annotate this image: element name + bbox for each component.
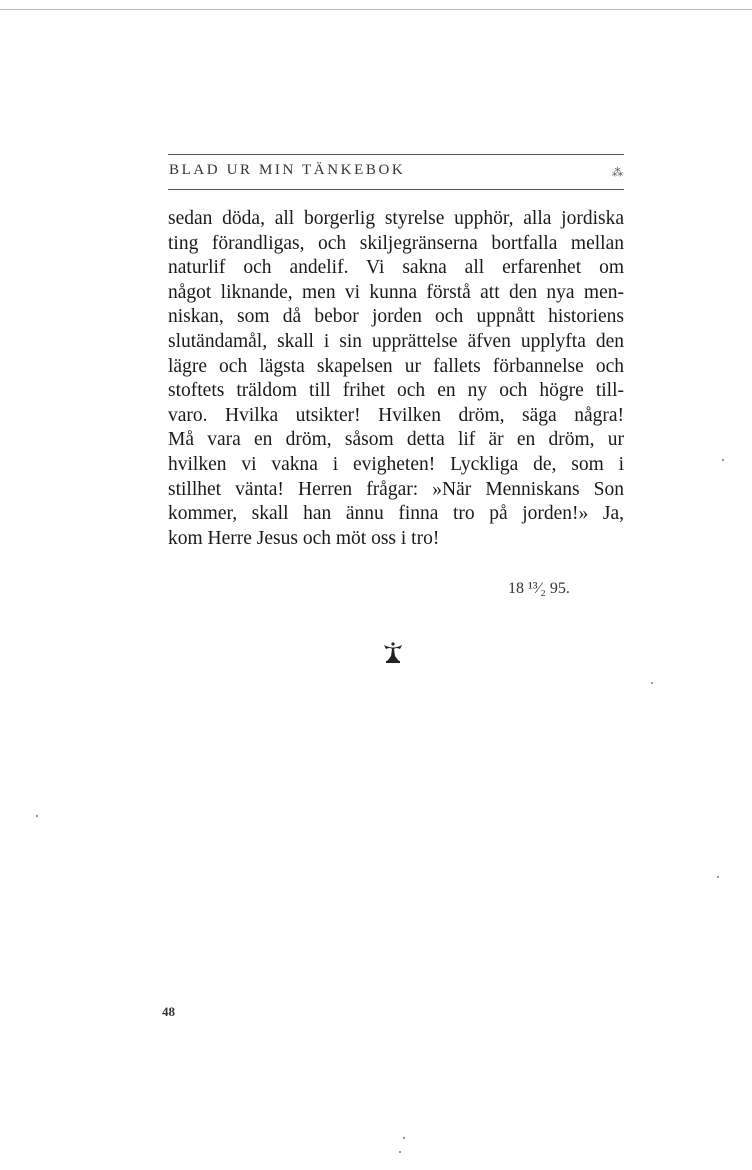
text-line: naturlif och andelif. Vi sakna all erfarenhet om bbox=[168, 257, 624, 279]
header-rule-bottom bbox=[168, 189, 624, 190]
text-line: lägre och lägsta skapelsen ur fallets förbannelse och bbox=[168, 355, 624, 377]
text-line: kom Herre Jesus och möt oss i tro! bbox=[168, 527, 440, 549]
text-line: något liknande, men vi kunna förstå att den nya men- bbox=[168, 281, 624, 303]
text-line: kommer, skall han ännu finna tro på jorden!» Ja, bbox=[168, 503, 624, 525]
ornament-icon: ⁂ bbox=[612, 167, 623, 179]
running-head: BLAD UR MIN TÄNKEBOK bbox=[169, 162, 406, 178]
text-line: stillhet vänta! Herren frågar: »När Menniskans Son bbox=[168, 478, 624, 500]
scan-speck bbox=[36, 815, 38, 817]
text-line: ting förandligas, och skiljegränserna bortfalla mellan bbox=[168, 232, 624, 254]
scan-speck bbox=[717, 876, 719, 878]
vignette-ornament-icon bbox=[381, 641, 405, 665]
text-line: slutändamål, skall i sin upprättelse äfven upplyfta den bbox=[168, 330, 624, 352]
header-rule-top bbox=[168, 154, 624, 155]
text-line: Må vara en dröm, såsom detta lif är en dröm, ur bbox=[168, 429, 624, 451]
date-signature: 18 ¹³⁄₂ 95. bbox=[508, 580, 570, 597]
scan-speck bbox=[399, 1151, 401, 1153]
text-line: hvilken vi vakna i evigheten! Lyckliga de, som i bbox=[168, 453, 624, 475]
text-line: stoftets träldom till frihet och en ny och högre till- bbox=[168, 380, 624, 402]
page-number: 48 bbox=[162, 1004, 175, 1019]
scan-speck bbox=[403, 1137, 405, 1139]
scan-speck bbox=[651, 682, 653, 684]
body-text bbox=[168, 207, 624, 551]
scan-edge-line bbox=[0, 9, 752, 10]
text-line: niskan, som då bebor jorden och uppnått historiens bbox=[168, 306, 624, 328]
text-line: sedan döda, all borgerlig styrelse upphör, alla jordiska bbox=[168, 208, 624, 229]
scan-speck bbox=[722, 459, 724, 461]
text-line: varo. Hvilka utsikter! Hvilken dröm, säga några! bbox=[168, 404, 624, 426]
